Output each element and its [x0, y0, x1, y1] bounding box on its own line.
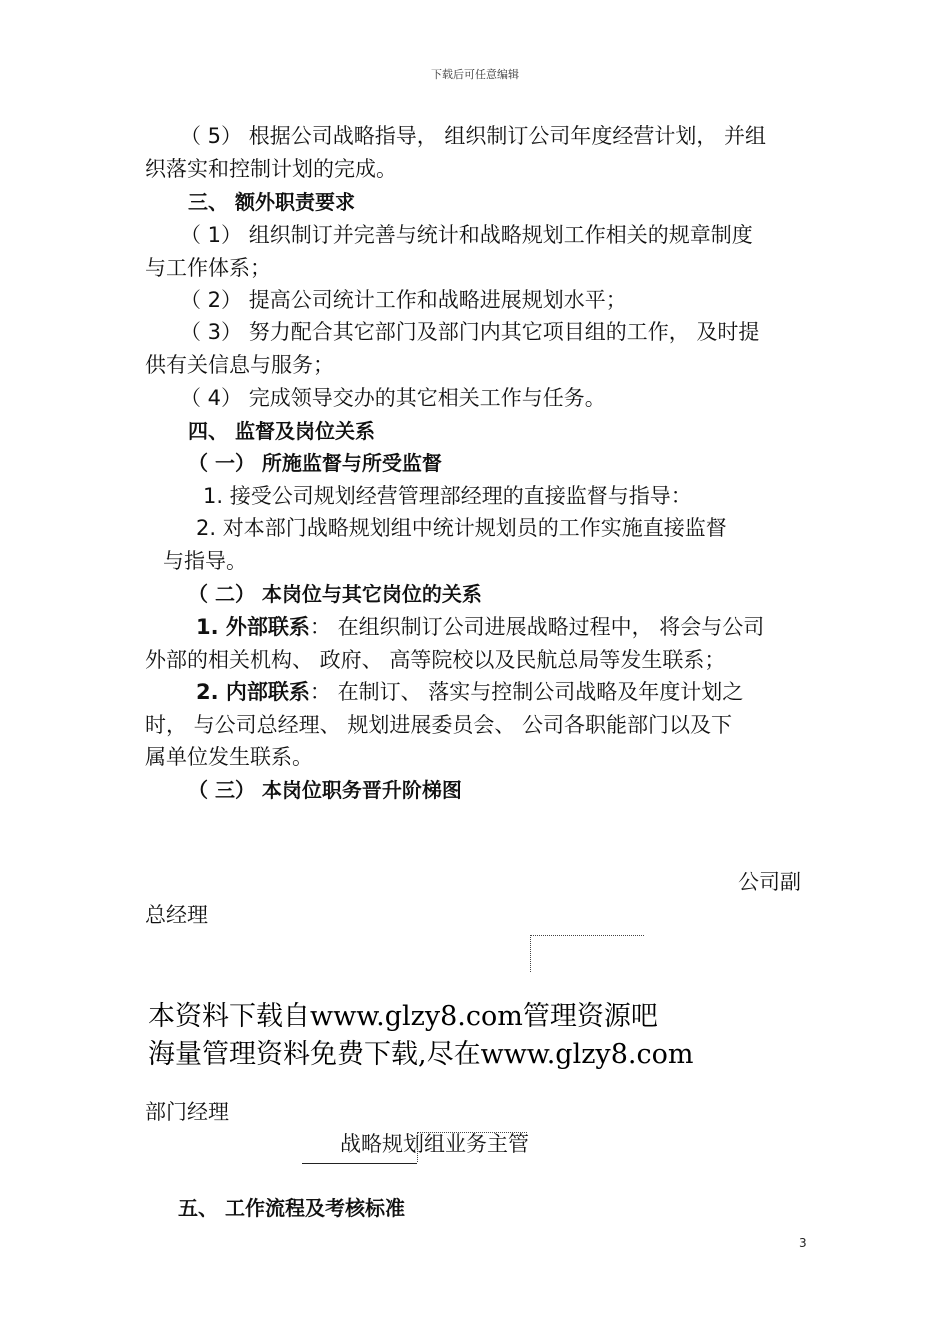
extra-duty-3-line2: 供有关信息与服务；: [145, 353, 334, 377]
internal-contact-line1: [196, 676, 743, 708]
internal-contact-line3: 属单位发生联系。: [145, 745, 313, 769]
watermark-line1: 本资料下载自www.glzy8.com管理资源吧: [148, 1001, 658, 1032]
internal-contact-text: ： 在制订、 落实与控制公司战略及年度计划之: [309, 680, 744, 704]
watermark-line2: 海量管理资料免费下载,尽在www.glzy8.com: [148, 1039, 694, 1070]
paragraph-5-line1: （ 5） 根据公司战略指导， 组织制订公司年度经营计划， 并组: [180, 124, 767, 148]
supervision-item-2-line2: 与指导。: [163, 549, 247, 573]
external-contact-text: ： 在组织制订公司进展战略过程中， 将会与公司: [309, 615, 765, 639]
ladder-connector-bottom-top: [417, 1132, 527, 1133]
ladder-connector-top: [530, 935, 644, 936]
internal-contact-label: 2. 内部联系: [196, 680, 310, 704]
ladder-connector-bottom-line: [302, 1163, 417, 1164]
ladder-middle: 部门经理: [145, 1100, 229, 1124]
extra-duty-1-line2: 与工作体系；: [145, 256, 271, 280]
extra-duty-4: （ 4） 完成领导交办的其它相关工作与任务。: [180, 386, 606, 410]
external-contact-line1: [196, 611, 764, 643]
subsection-1-heading: （ 一） 所施监督与所受监督: [188, 451, 442, 475]
ladder-top-part1: 公司副: [738, 870, 801, 894]
external-contact-line2: 外部的相关机构、 政府、 高等院校以及民航总局等发生联系；: [145, 648, 726, 672]
external-contact-label: 1. 外部联系: [196, 615, 310, 639]
ladder-bottom: 战略规划组业务主管: [340, 1132, 529, 1156]
page-number: 3: [799, 1236, 807, 1250]
subsection-3-heading: （ 三） 本岗位职务晋升阶梯图: [188, 778, 462, 802]
supervision-item-2-line1: 2. 对本部门战略规划组中统计规划员的工作实施直接监督: [196, 516, 727, 540]
supervision-item-1: 1. 接受公司规划经营管理部经理的直接监督与指导：: [203, 484, 692, 508]
extra-duty-2: （ 2） 提高公司统计工作和战略进展规划水平；: [180, 288, 627, 312]
section-3-heading: 三、 额外职责要求: [188, 190, 355, 214]
page-header: 下载后可任意编辑: [431, 68, 519, 81]
subsection-2-heading: （ 二） 本岗位与其它岗位的关系: [188, 582, 482, 606]
internal-contact-line2: 时， 与公司总经理、 规划进展委员会、 公司各职能部门以及下: [145, 713, 733, 737]
ladder-top-part2: 总经理: [145, 903, 208, 927]
section-4-heading: 四、 监督及岗位关系: [188, 419, 375, 443]
extra-duty-1-line1: （ 1） 组织制订并完善与统计和战略规划工作相关的规章制度: [180, 223, 753, 247]
paragraph-5-line2: 织落实和控制计划的完成。: [145, 157, 397, 181]
extra-duty-3-line1: （ 3） 努力配合其它部门及部门内其它项目组的工作， 及时提: [180, 320, 760, 344]
ladder-connector-vertical: [530, 935, 531, 972]
section-5-heading: 五、 工作流程及考核标准: [178, 1196, 405, 1220]
ladder-connector-bottom-vertical: [417, 1132, 418, 1162]
